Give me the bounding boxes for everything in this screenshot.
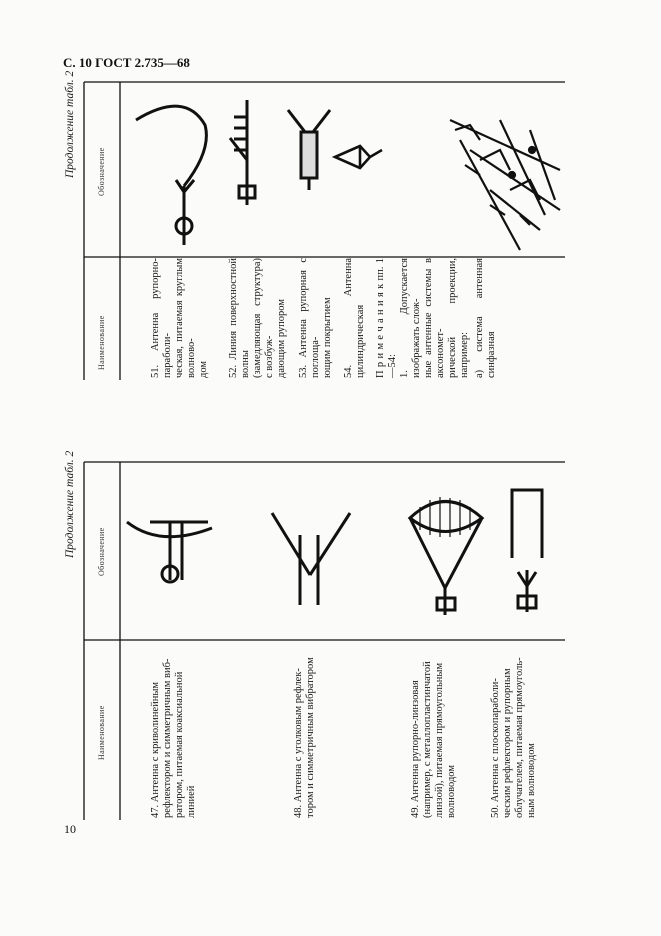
horn-lens-antenna-icon xyxy=(410,497,482,615)
lower-row-50: 50. Антенна с плоскопараболи- ческим рефлектором и рупорным облучателем, питаемая прямоуголь- ным волноводом xyxy=(490,657,537,818)
upper-col-name: Наименование xyxy=(97,315,106,370)
page-title: С. 10 ГОСТ 2.735—68 xyxy=(63,55,190,70)
lower-row-48: 48. Антенна с уголковым рефлек- тором и симметричным вибратором xyxy=(293,657,316,818)
curved-reflector-antenna-icon xyxy=(127,522,212,582)
lower-row-49: 49. Антенна рупорно-линзовая (например, с металлопластинчатой линзой), питаемая прямоугольным волноводом xyxy=(410,661,457,818)
lower-row-47: 47. Антенна с криволинейным рефлектором и симметричным виб- ратором, питаемая коаксиальной линией xyxy=(150,658,197,818)
corner-reflector-antenna-icon xyxy=(272,513,350,605)
upper-row-54: 54. Антенна цилиндрическая xyxy=(343,258,366,378)
absorbing-horn-antenna-icon xyxy=(288,110,330,190)
lower-col-name: Наименование xyxy=(97,705,106,760)
cylindrical-antenna-icon xyxy=(335,146,382,168)
upper-row-51: 51. Антенна рупорно-параболи- ческая, питаемая круглым волново- дом xyxy=(150,258,209,378)
page-number: 10 xyxy=(64,822,76,836)
upper-row-note: П р и м е ч а н и я к пп. 1—54: 1. Допускается изображать слож- ные антенные системы в аксономет- рической проекции, например: xyxy=(375,258,470,378)
upper-continuation-label: Продолжение табл. 2 xyxy=(64,70,76,178)
flat-parabolic-antenna-icon xyxy=(512,490,542,612)
upper-col-symbol: Обозначение xyxy=(97,147,106,196)
lower-continuation-label: Продолжение табл. 2 xyxy=(64,450,76,558)
surface-wave-line-icon xyxy=(230,100,255,205)
upper-row-52: 52. Линия поверхностной волны (замедляющая структура) с возбуж- дающим рупором xyxy=(228,258,287,378)
lower-col-symbol: Обозначение xyxy=(97,527,106,576)
in-phase-antenna-system-icon xyxy=(450,120,560,250)
upper-row-a: а) система антенная синфазная xyxy=(474,258,497,378)
upper-row-53: 53. Антенна рупорная с поглоща- ющим покрытием xyxy=(298,258,333,378)
horn-parabolic-antenna-icon xyxy=(136,106,206,245)
